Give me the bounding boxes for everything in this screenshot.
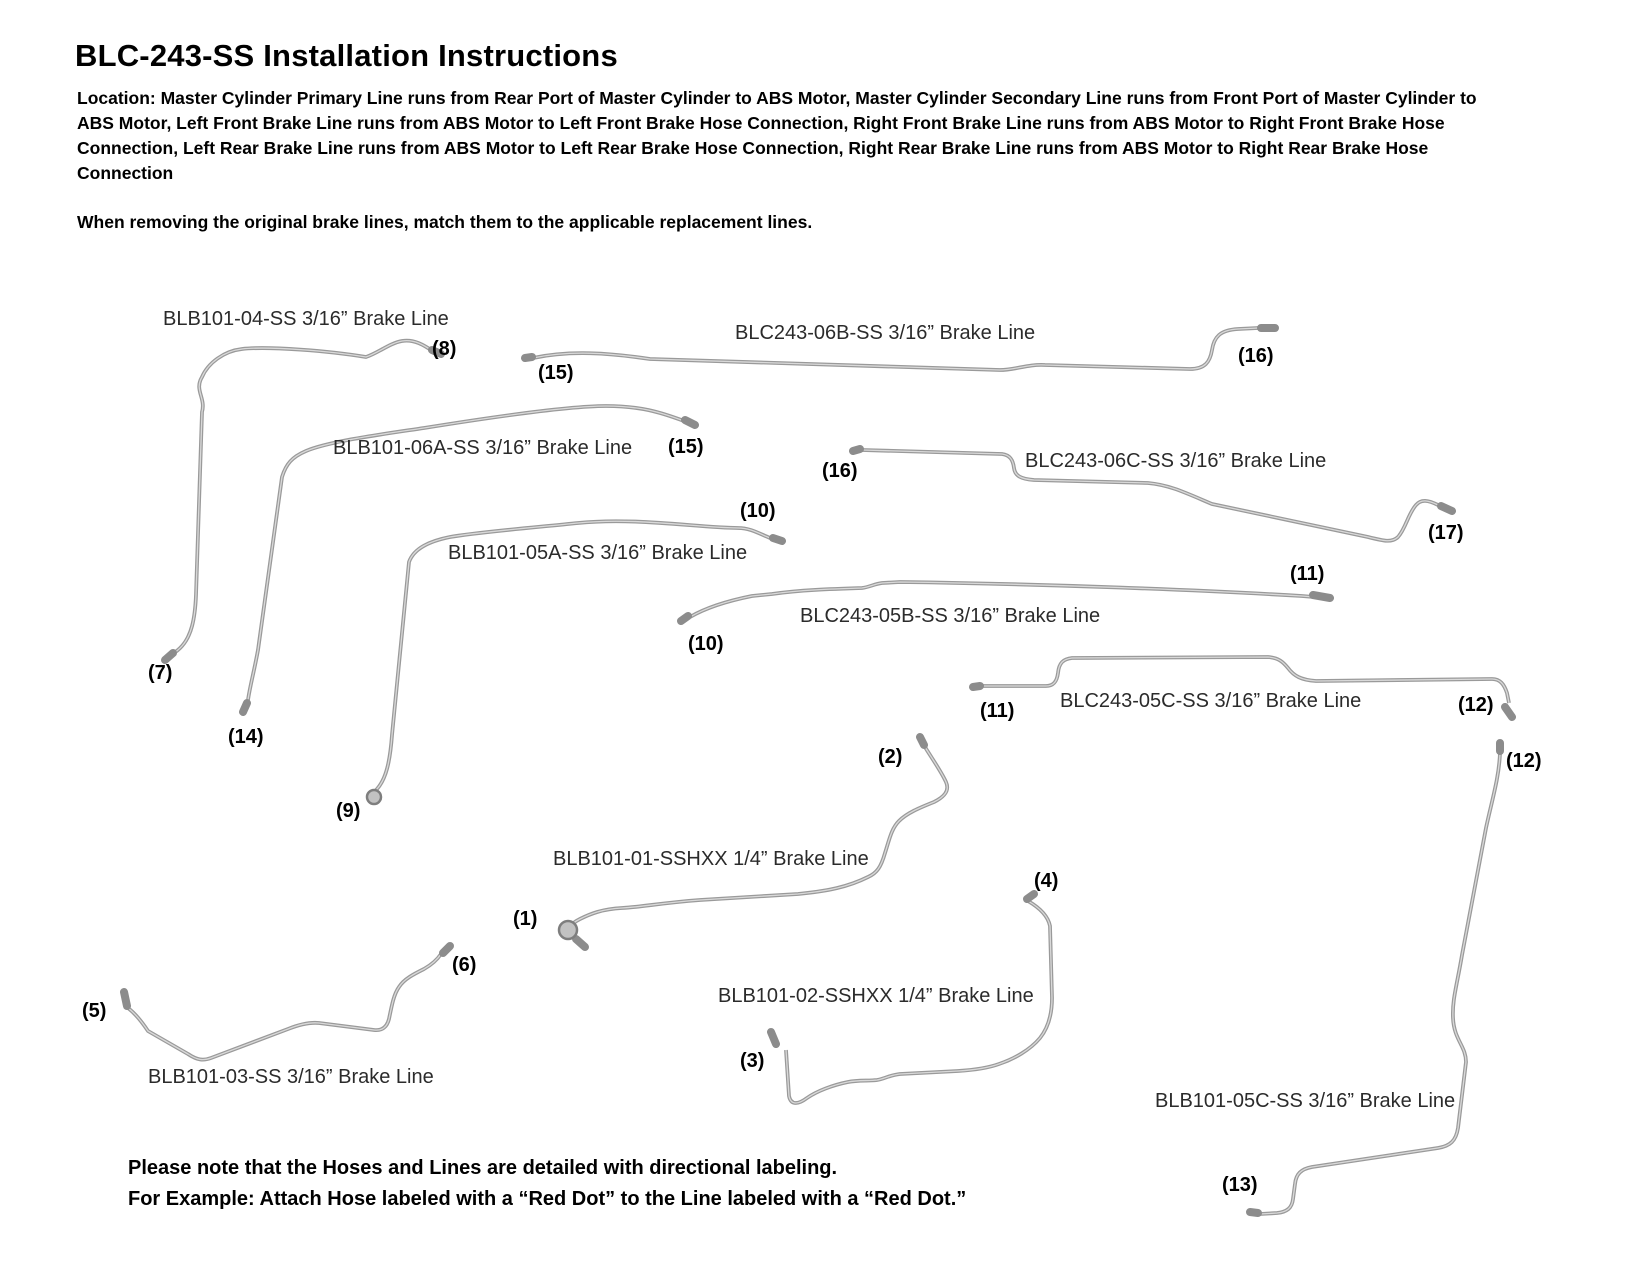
callout-16-b: (16) — [822, 460, 858, 482]
callout-14: (14) — [228, 726, 264, 748]
callout-10-b: (10) — [688, 633, 724, 655]
part-label-blc243-05b: BLC243-05B-SS 3/16” Brake Line — [800, 605, 1101, 627]
callout-7: (7) — [148, 662, 173, 684]
part-label-blc243-05c: BLC243-05C-SS 3/16” Brake Line — [1060, 690, 1362, 712]
callout-3: (3) — [740, 1050, 765, 1072]
callout-13: (13) — [1222, 1174, 1258, 1196]
footer-note-line2: For Example: Attach Hose labeled with a “Red Dot” to the Line labeled with a “Red Dot.” — [128, 1188, 967, 1210]
callout-6: (6) — [452, 954, 477, 976]
match-note: When removing the original brake lines, match them to the applicable replacement lines. — [77, 212, 813, 232]
callout-5: (5) — [82, 1000, 107, 1022]
part-label-blb101-03: BLB101-03-SS 3/16” Brake Line — [148, 1066, 434, 1088]
part-label-blb101-06a: BLB101-06A-SS 3/16” Brake Line — [333, 437, 633, 459]
callout-4: (4) — [1034, 870, 1059, 892]
loop-fitting — [367, 790, 381, 804]
banjo-fitting — [559, 921, 577, 939]
line-blb101-03-tube — [128, 954, 441, 1060]
callout-9: (9) — [336, 800, 361, 822]
callout-15-a: (15) — [538, 362, 574, 384]
part-label-blc243-06b: BLC243-06B-SS 3/16” Brake Line — [735, 322, 1036, 344]
callout-2: (2) — [878, 746, 903, 768]
callout-1: (1) — [513, 908, 538, 930]
part-label-blb101-02: BLB101-02-SSHXX 1/4” Brake Line — [718, 985, 1034, 1007]
footer-note-line1: Please note that the Hoses and Lines are detailed with directional labeling. — [128, 1157, 838, 1179]
line-blb101-05c-tube — [1260, 753, 1500, 1214]
page-title: BLC-243-SS Installation Instructions — [75, 38, 618, 73]
part-label-blc243-06c: BLC243-06C-SS 3/16” Brake Line — [1025, 450, 1327, 472]
line-blb101-01-tube — [570, 747, 947, 933]
callout-10-a: (10) — [740, 500, 776, 522]
callout-11-b: (11) — [980, 700, 1015, 722]
callout-12-b: (12) — [1506, 750, 1542, 772]
part-label-blb101-05c: BLB101-05C-SS 3/16” Brake Line — [1155, 1090, 1456, 1112]
location-paragraph: Location: Master Cylinder Primary Line runs from Rear Port of Master Cylinder to ABS Motor, Master Cylinder Secondary Line runs from Front Port of Master Cylinder to ABS Motor, Left Front Brake Line runs from ABS Motor to Left Front Brake Hose Connection, Right Front Brake Line runs from ABS Motor to Right Front Brake Hose Connection, Left Rear Brake Line runs from ABS Motor to Left Rear Brake Hose Connection, Right Rear Brake Line runs from ABS Motor to Right Rear Brake Hose Connection — [77, 88, 1477, 183]
callout-15-b: (15) — [668, 436, 704, 458]
part-label-blb101-05a: BLB101-05A-SS 3/16” Brake Line — [448, 542, 748, 564]
part-label-blb101-01: BLB101-01-SSHXX 1/4” Brake Line — [553, 848, 869, 870]
callout-11-a: (11) — [1290, 563, 1325, 585]
callout-8: (8) — [432, 338, 457, 360]
part-label-blb101-04: BLB101-04-SS 3/16” Brake Line — [163, 308, 449, 330]
callout-17: (17) — [1428, 522, 1464, 544]
callout-12-a: (12) — [1458, 694, 1494, 716]
line-blb101-04-tube — [168, 341, 434, 657]
callout-16-a: (16) — [1238, 345, 1274, 367]
